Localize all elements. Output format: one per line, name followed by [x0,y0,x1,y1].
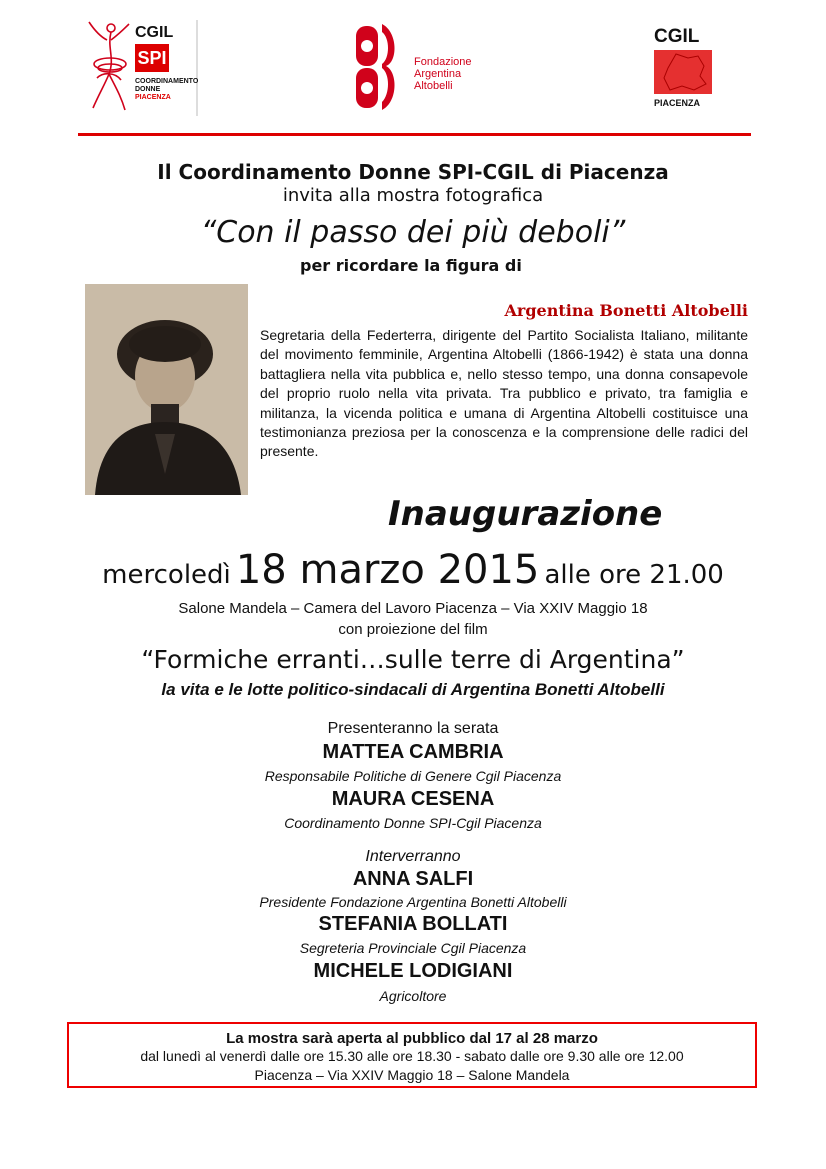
portrait-photo [85,284,248,495]
presenter-role: Coordinamento Donne SPI-Cgil Piacenza [284,815,542,831]
speaker-name: ANNA SALFI [352,868,474,890]
inauguration-heading: Inaugurazione [388,494,663,534]
speaker-role: Segreteria Provinciale Cgil Piacenza [299,940,527,956]
opening-hours: dal lunedì al venerdì dalle ore 15.30 alle ore 18.30 - sabato dalle ore 9.30 alle ore 12.00 [140,1048,684,1064]
presenter-role: Responsabile Politiche di Genere Cgil Piacenza [264,768,562,784]
bio-name: Argentina Bonetti Altobelli [504,301,748,320]
exhibition-title: “Con il passo dei più deboli” [200,215,626,250]
spi-cgil-coordinamento-logo [85,18,205,118]
presenter-name: MAURA CESENA [331,788,495,810]
province-map-icon [654,50,712,94]
event-dateline [0,547,826,593]
opening-hours-box [67,1022,757,1088]
film-intro: con proiezione del film [338,621,488,638]
spi-wordmark: SPI [135,44,169,72]
cgil-wordmark: CGIL [135,24,174,41]
speakers-label: Interverranno [365,848,461,865]
event-time: alle ore 21.00 [544,560,724,590]
intro-line-1: Il Coordinamento Donne SPI-CGIL di Piacenza [157,160,669,184]
bio-text: Segretaria della Federterra, dirigente del Partito Socialista Italiano, militante del movimento femminile, Argentina Altobelli (1866-1942) è stata una donna battagliera nella vita pubblica e, nello stesso tempo, una donna consapevole del proprio ruolo nella vita privata. Tra pubblico e privato, tra famiglia e militanza, la vicenda politica e umana di Argentina Altobelli costituisce una testimonianza preziosa per la conoscenza e la comprensione delle radici del presente. [260,327,748,460]
speaker-name: MICHELE LODIGIANI [313,960,513,982]
speaker-role: Agricoltore [379,988,447,1004]
cgil-wordmark-right: CGIL [654,26,700,47]
intro-line-3: per ricordare la figura di [300,256,522,275]
speaker-role: Presidente Fondazione Argentina Bonetti Altobelli [259,894,567,910]
film-title: “Formiche erranti…sulle terre di Argentina” [141,645,685,674]
event-date: 18 marzo 2015 [235,547,540,593]
opening-dates: La mostra sarà aperta al pubblico dal 17 al 28 marzo [226,1030,598,1047]
intro-line-2: invita alla mostra fotografica [282,185,544,206]
presenter-name: MATTEA CAMBRIA [322,741,504,763]
piacenza-label: PIACENZA [654,98,701,108]
fondazione-altobelli-logo [352,22,492,112]
event-venue: Salone Mandela – Camera del Lavoro Piacenza – Via XXIV Maggio 18 [178,600,648,617]
film-subtitle: la vita e le lotte politico-sindacali di Argentina Bonetti Altobelli [161,680,665,699]
coordinamento-label: COORDINAMENTO DONNE PIACENZA [135,78,199,101]
header-divider [78,133,751,136]
opening-place: Piacenza – Via XXIV Maggio 18 – Salone Mandela [254,1067,570,1083]
event-day: mercoledì [102,560,231,590]
fondazione-text: Fondazione Argentina Altobelli [414,56,472,92]
aa-monogram-icon [352,22,412,112]
speaker-name: STEFANIA BOLLATI [318,913,508,935]
cgil-piacenza-logo [650,26,725,114]
presenters-label: Presenteranno la serata [327,720,499,737]
